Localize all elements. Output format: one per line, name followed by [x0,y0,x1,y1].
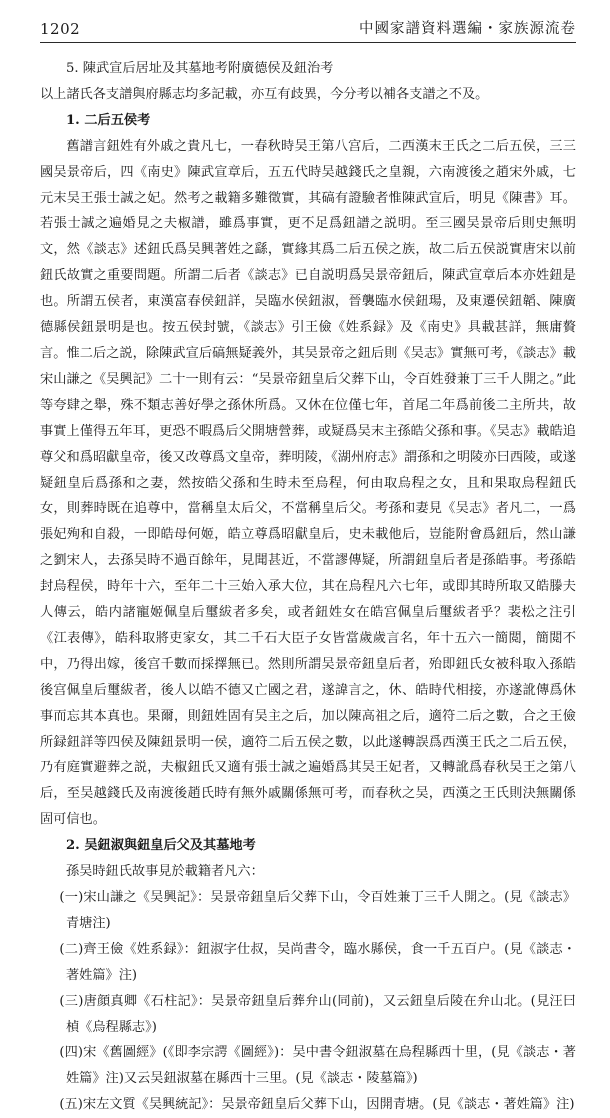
section-title: 5. 陳武宣后居址及其墓地考附廣德侯及鈕治考 [66,61,334,76]
subsection-paragraph-1: 舊譜言鈕姓有外戚之貴凡七，一春秋時吴王第八宫后，二西漢末王氏之二后五侯，三三國吴景帝后，四《南史》陳武宣章后，五五代時吴越錢氏之皇親，六南渡後之趙宋外戚，七元末吴王張士誠之妃。然考之載籍多難徵實，其碻有證驗者惟陳武宣后，明見《陳書》耳。若張士誠之遍婚見之夫椒譜，雖爲事實，更不足爲鈕譜之説明。至三國吴景帝后則史無明文，然《談志》述鈕氏爲吴興著姓之繇，實緣其爲二后五侯之族，故二后五侯説實唐宋以前鈕氏故實之重要問題。所謂二后者《談志》已自説明爲吴景帝鈕后，陳武宣章后本亦姓鈕是也。所謂五侯者，東漢富春侯鈕詳，吴臨水侯鈕淑，晉襲臨水侯鈕瑒，及東遷侯鈕韜、陳廣德縣侯鈕景明是也。按五侯封號，《談志》引王儉《姓系録》及《南史》具載甚詳，無庸贅言。惟二后之説，除陳武宣后碻無疑義外，其吴景帝之鈕后則《吴志》實無可考，《談志》載宋山謙之《吴興記》二十一則有云：“吴景帝鈕皇后父葬下山，令百姓發兼丁三千人開之。”此等夸肆之舉，殊不類志善好學之孫休所爲。又休在位僅七年，首尾二年爲前後二主所共，故事實上僅得五年耳，更恐不暇爲后父開塘營葬，或疑爲吴末主孫皓父孫和事。《吴志》載皓追尊父和爲昭獻皇帝，後又改尊爲文皇帝，葬明陵，《湖州府志》謂孫和之明陵亦曰西陵，或遂疑鈕皇后爲孫和之妻，然按皓父孫和生時未至烏程，何由取烏程之女，且和果取烏程鈕氏女，則葬時既在追尊中，當稱皇太后父，不當稱皇后父。考孫和妻見《吴志》者凡二，一爲張妃殉和自殺，一即皓母何姬，皓立尊爲昭獻皇后，史未載他后，豈能附會爲鈕后，然山謙之劉宋人，去孫吴時不過百餘年，見聞甚近，不當謬傳疑，所謂鈕皇后者是孫皓事。考孫皓封烏程侯，時年十六，至年二十三始入承大位，其在烏程凡六七年，或即其時所取又皓滕夫人傳云，皓内諸寵姬佩皇后璽紱者多矣，或者鈕姓女在皓宫佩皇后璽紱者乎？裴松之注引《江表傳》，皓科取將吏家女，其二千石大臣子女皆當歲歲言名，年十五六一簡閲，簡閲不中，乃得出嫁，後宫千數而採擇無已。然則所謂吴景帝鈕皇后者，殆即鈕氏女被科取入孫皓後宫佩皇后璽紱者，後人以皓不德又亡國之君，遂諱言之，休、皓時代相接，亦遂訛傳爲休事而忘其本真也。果爾，則鈕姓固有吴主之后，加以陳高祖之后，適符二后之數，合之王儉所録鈕詳等四侯及陳鈕景明一侯，適符二后五侯之數，以此遂轉誤爲西漢王氏之二后五侯，乃有庭實避葬之説，夫椒鈕氏又適有張士誠之遍婚爲其吴王妃者，又轉訛爲春秋吴王之第八后，至吴越錢氏及南渡後趙氏時有無外戚關係無可考，而春秋之吴，西漢之王氏則決無關係固可信也。 [40,138,576,828]
intro-paragraph: 以上諸氏各支譜與府縣志均多記載，亦互有歧異，今分考以補各支譜之不及。 [40,86,489,102]
citation-item: (四)宋《舊圖經》(《即李宗諤《圖經》)：吴中書令鈕淑墓在烏程縣西十里，(見《談志・著姓篇》注)又云吴鈕淑墓在縣西十三里。(見《談志・陵墓篇》) [59,1045,576,1087]
subsection-lead-2: 孫吴時鈕氏故事見於載籍者凡六： [66,864,264,880]
subsection-heading-2: 2. 吴鈕淑與鈕皇后父及其墓地考 [66,838,256,854]
citation-item: (三)唐顔真卿《石柱記》：吴景帝鈕皇后葬弁山(同前)，又云鈕皇后陵在弁山北。(見汪曰楨《烏程縣志》) [59,993,576,1035]
running-title: 中國家譜資料選編・家族源流卷 [359,21,576,37]
page-number: 1202 [40,20,81,38]
citation-item: (二)齊王儉《姓系録》：鈕淑字仕叔，吴尚書令，臨水縣侯，食一千五百户。(見《談志・著姓篇》注) [59,941,576,983]
citation-item: (一)宋山謙之《吴興記》：吴景帝鈕皇后父葬下山，令百姓兼丁三千人開之。(見《談志》青塘注) [59,890,576,931]
page-header [40,14,576,43]
subsection-heading-1: 1. 二后五侯考 [66,112,151,128]
document-body [40,56,576,1118]
citation-item: (五)宋左文質《吴興統記》：吴景帝鈕皇后父葬下山，因開青塘。(見《談志・著姓篇》注) [59,1097,575,1113]
